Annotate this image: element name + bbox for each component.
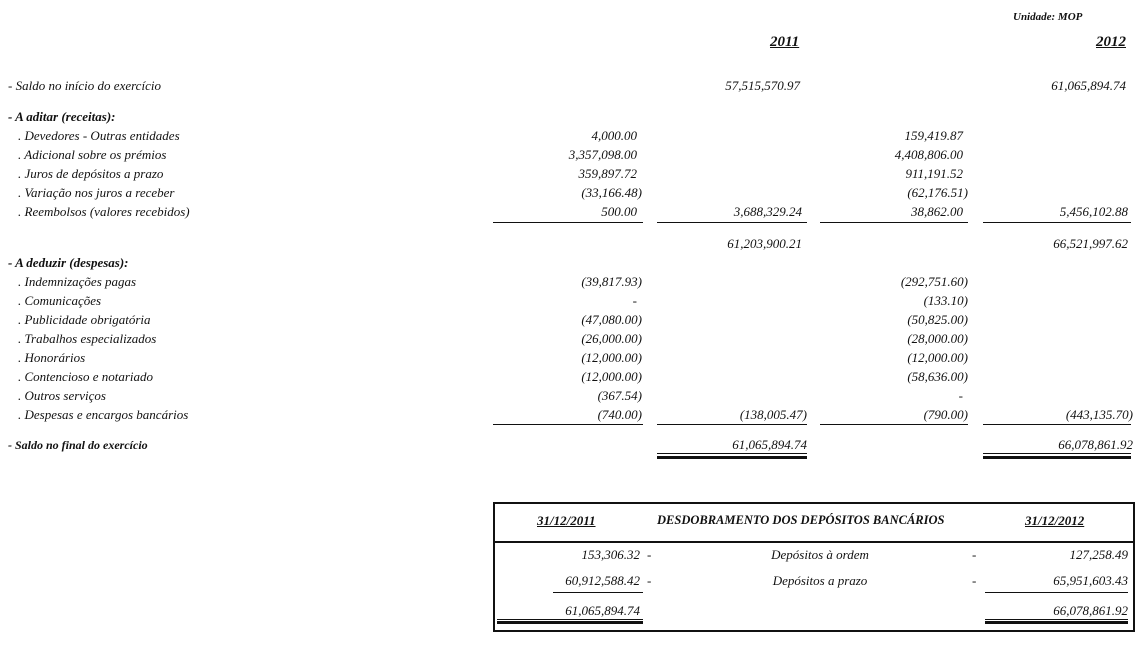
deduzir-title: - A deduzir (despesas): <box>8 255 129 270</box>
receita-2012: (62,176.51) <box>907 185 968 200</box>
saldo-inicio-2011: 57,515,570.97 <box>725 78 800 93</box>
saldo-inicio-2012: 61,065,894.74 <box>1051 78 1126 93</box>
double-rule <box>497 621 643 624</box>
despesa-label: . Honorários <box>18 350 86 365</box>
receitas-total-2012: 5,456,102.88 <box>1059 204 1128 219</box>
despesa-label: . Indemnizações pagas <box>18 274 137 289</box>
rule <box>820 222 968 223</box>
rule <box>985 592 1128 593</box>
deposit-2011: 60,912,588.42 <box>565 573 640 588</box>
despesa-2011: (367.54) <box>597 388 642 403</box>
despesas-total-2012: (443,135.70) <box>1065 407 1133 422</box>
rule <box>985 619 1128 620</box>
despesa-2012: - <box>958 388 963 403</box>
rule <box>983 453 1131 454</box>
receita-2012: 159,419.87 <box>904 128 963 143</box>
despesa-2011: (12,000.00) <box>581 369 642 384</box>
receita-2011: (33,166.48) <box>581 185 642 200</box>
despesa-2012: (28,000.00) <box>907 331 968 346</box>
deposit-label: Depósitos à ordem <box>771 547 869 562</box>
receita-2011: 3,357,098.00 <box>568 147 637 162</box>
unit-label: Unidade: MOP <box>1013 11 1083 23</box>
despesa-label: . Trabalhos especializados <box>18 331 157 346</box>
despesa-2012: (58,636.00) <box>907 369 968 384</box>
receita-2011: 4,000.00 <box>591 128 637 143</box>
deposit-dash: - <box>972 547 977 562</box>
receita-2011: 500.00 <box>601 204 637 219</box>
rule <box>553 592 643 593</box>
receita-label: . Reembolsos (valores recebidos) <box>18 204 190 219</box>
rule <box>657 453 807 454</box>
receita-label: . Juros de depósitos a prazo <box>18 166 164 181</box>
rule <box>820 424 968 425</box>
saldo-final-2012: 66,078,861.92 <box>1058 437 1133 452</box>
deposits-title: DESDOBRAMENTO DOS DEPÓSITOS BANCÁRIOS <box>657 513 945 527</box>
despesa-2012: (133.10) <box>923 293 968 308</box>
deposits-total-2011: 61,065,894.74 <box>565 603 640 618</box>
despesa-label: . Contencioso e notariado <box>18 369 154 384</box>
despesa-label: . Publicidade obrigatória <box>18 312 151 327</box>
subtotal-2012: 66,521,997.62 <box>1053 236 1128 251</box>
despesa-2011: (740.00) <box>597 407 642 422</box>
rule <box>983 222 1131 223</box>
despesa-2012: (292,751.60) <box>900 274 968 289</box>
despesa-2011: (47,080.00) <box>581 312 642 327</box>
rule <box>493 424 643 425</box>
saldo-final-label: - Saldo no final do exercício <box>8 438 148 452</box>
receita-label: . Variação nos juros a receber <box>18 185 175 200</box>
deposit-2011: 153,306.32 <box>581 547 640 562</box>
aditar-title: - A aditar (receitas): <box>8 109 116 124</box>
rule <box>493 222 643 223</box>
year-header-2011: 2011 <box>770 34 800 50</box>
receita-2011: 359,897.72 <box>578 166 637 181</box>
despesa-2011: (26,000.00) <box>581 331 642 346</box>
deposit-dash: - <box>972 573 977 588</box>
deposits-date-2012: 31/12/2012 <box>1025 513 1085 528</box>
deposit-2012: 127,258.49 <box>1069 547 1128 562</box>
deposit-dash: - <box>647 547 652 562</box>
deposit-2012: 65,951,603.43 <box>1053 573 1128 588</box>
rule <box>657 222 807 223</box>
despesa-2011: (12,000.00) <box>581 350 642 365</box>
year-header-2012: 2012 <box>1096 34 1126 50</box>
deposit-dash: - <box>647 573 652 588</box>
rule <box>657 424 807 425</box>
deposits-total-2012: 66,078,861.92 <box>1053 603 1128 618</box>
deposit-label: Depósitos a prazo <box>772 573 868 588</box>
receita-2012: 4,408,806.00 <box>894 147 963 162</box>
saldo-inicio-label: - Saldo no início do exercício <box>8 78 161 93</box>
receita-2012: 911,191.52 <box>905 166 963 181</box>
despesa-2012: (12,000.00) <box>907 350 968 365</box>
receita-label: . Devedores - Outras entidades <box>18 128 180 143</box>
despesa-2012: (50,825.00) <box>907 312 968 327</box>
double-rule <box>985 621 1128 624</box>
despesa-2012: (790.00) <box>923 407 968 422</box>
rule <box>983 424 1131 425</box>
rule <box>497 619 643 620</box>
deposits-header-rule <box>495 541 1133 543</box>
receita-2012: 38,862.00 <box>911 204 963 219</box>
despesa-2011: - <box>632 293 637 308</box>
despesa-label: . Comunicações <box>18 293 102 308</box>
double-rule <box>657 456 807 459</box>
subtotal-2011: 61,203,900.21 <box>727 236 802 251</box>
despesa-label: . Outros serviços <box>18 388 106 403</box>
receitas-total-2011: 3,688,329.24 <box>733 204 802 219</box>
double-rule <box>983 456 1131 459</box>
despesa-2011: (39,817.93) <box>581 274 642 289</box>
receita-label: . Adicional sobre os prémios <box>18 147 167 162</box>
saldo-final-2011: 61,065,894.74 <box>732 437 807 452</box>
despesas-total-2011: (138,005.47) <box>739 407 807 422</box>
deposits-date-2011: 31/12/2011 <box>537 513 596 528</box>
despesa-label: . Despesas e encargos bancários <box>18 407 189 422</box>
